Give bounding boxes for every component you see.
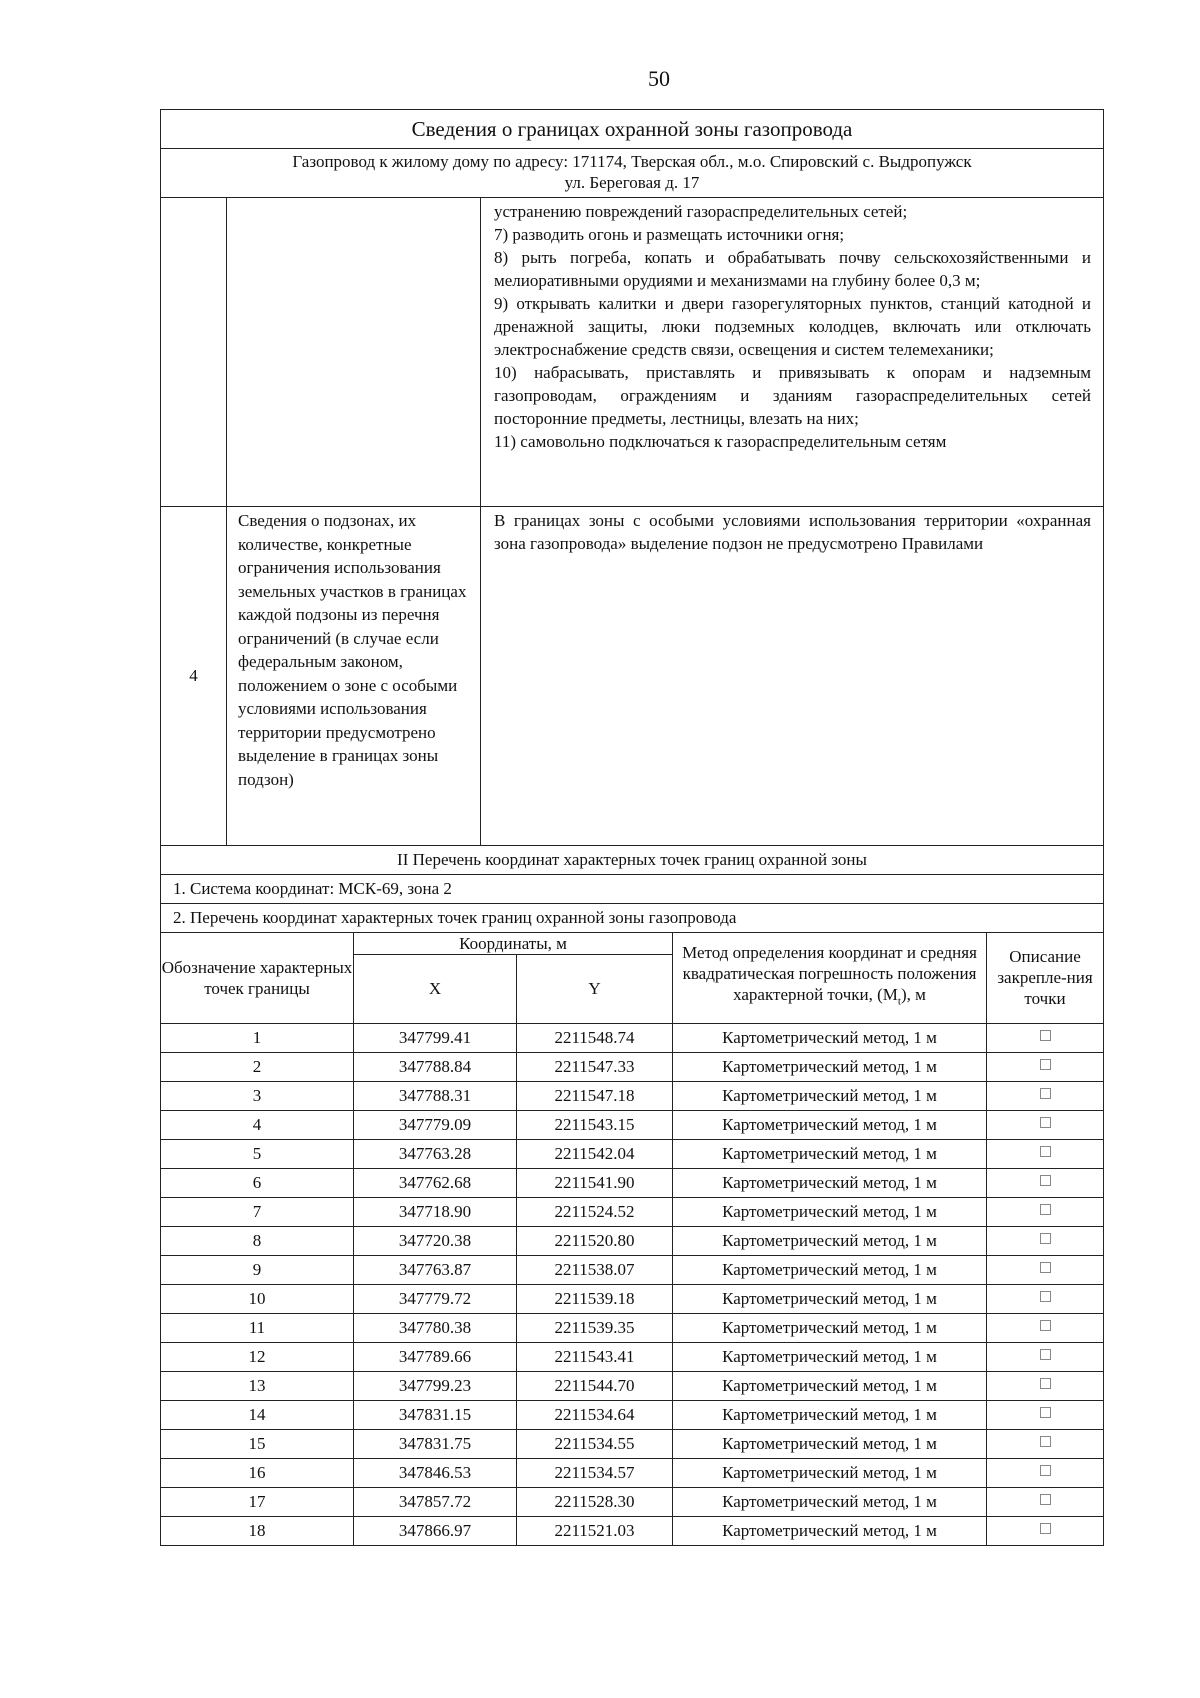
point-y: 2211544.70 <box>517 1371 673 1400</box>
header-method-sub: t <box>897 995 901 1008</box>
point-y: 2211548.74 <box>517 1023 673 1052</box>
coordinate-system: 1. Система координат: МСК-69, зона 2 <box>161 874 1104 903</box>
point-number: 9 <box>161 1255 354 1284</box>
point-y: 2211541.90 <box>517 1168 673 1197</box>
point-method: Картометрический метод, 1 м <box>673 1139 987 1168</box>
point-method: Картометрический метод, 1 м <box>673 1168 987 1197</box>
point-method: Картометрический метод, 1 м <box>673 1284 987 1313</box>
table-row <box>161 1284 1104 1313</box>
point-method: Картометрический метод, 1 м <box>673 1052 987 1081</box>
point-y: 2211538.07 <box>517 1255 673 1284</box>
point-number: 4 <box>161 1110 354 1139</box>
point-method: Картометрический метод, 1 м <box>673 1197 987 1226</box>
table-row <box>161 1342 1104 1371</box>
point-y: 2211534.55 <box>517 1429 673 1458</box>
point-number: 2 <box>161 1052 354 1081</box>
point-rows <box>161 1023 1104 1545</box>
point-x: 347718.90 <box>354 1197 517 1226</box>
point-y: 2211547.18 <box>517 1081 673 1110</box>
point-x: 347846.53 <box>354 1458 517 1487</box>
empty-label-cell <box>227 198 481 507</box>
point-number: 15 <box>161 1429 354 1458</box>
coordinates-table <box>160 845 1104 1546</box>
header-designation: Обозначение характерных точек границы <box>161 932 354 1023</box>
point-number: 11 <box>161 1313 354 1342</box>
point-method: Картометрический метод, 1 м <box>673 1081 987 1110</box>
zone-info-table <box>160 109 1104 846</box>
point-number: 10 <box>161 1284 354 1313</box>
point-method: Картометрический метод, 1 м <box>673 1255 987 1284</box>
document-frame <box>160 109 1104 1546</box>
point-x: 347799.41 <box>354 1023 517 1052</box>
point-method: Картометрический метод, 1 м <box>673 1429 987 1458</box>
header-y: Y <box>517 954 673 1023</box>
point-method: Картометрический метод, 1 м <box>673 1487 987 1516</box>
point-number: 5 <box>161 1139 354 1168</box>
point-description <box>987 1255 1104 1284</box>
table-row <box>161 1516 1104 1545</box>
header-description: Описание закрепле-ния точки <box>987 932 1104 1023</box>
empty-box-icon <box>1040 1204 1051 1215</box>
point-x: 347831.75 <box>354 1429 517 1458</box>
point-method: Картометрический метод, 1 м <box>673 1371 987 1400</box>
empty-box-icon <box>1040 1465 1051 1476</box>
empty-box-icon <box>1040 1233 1051 1244</box>
point-description <box>987 1168 1104 1197</box>
restriction-item: 10) набрасывать, приставлять и привязывать к опорам и надземным газопроводам, ограждениям и зданиям газораспределительных сетей посторонние предметы, лестницы, влезать на них; <box>494 363 1091 428</box>
point-method: Картометрический метод, 1 м <box>673 1110 987 1139</box>
point-method: Картометрический метод, 1 м <box>673 1458 987 1487</box>
address-line-1: Газопровод к жилому дому по адресу: 171174, Тверская обл., м.о. Спировский с. Выдропужск <box>292 152 972 171</box>
point-x: 347866.97 <box>354 1516 517 1545</box>
point-method: Картометрический метод, 1 м <box>673 1342 987 1371</box>
address-line-2: ул. Береговая д. 17 <box>564 173 700 192</box>
point-y: 2211547.33 <box>517 1052 673 1081</box>
empty-box-icon <box>1040 1146 1051 1157</box>
point-y: 2211539.18 <box>517 1284 673 1313</box>
point-description <box>987 1226 1104 1255</box>
item-label: Сведения о подзонах, их количестве, конкретные ограничения использования земельных участков в границах каждой подзоны из перечня ограничений (в случае если федеральным законом, положением о зоне с особыми условиями использования территории предусмотрено выделение в границах зоны подзон) <box>227 507 481 846</box>
point-y: 2211534.57 <box>517 1458 673 1487</box>
table-row <box>161 1081 1104 1110</box>
table-row <box>161 1139 1104 1168</box>
item-value: В границах зоны с особыми условиями использования территории «охранная зона газопровода» выделение подзон не предусмотрено Правилами <box>481 507 1104 846</box>
empty-box-icon <box>1040 1175 1051 1186</box>
table-row <box>161 1197 1104 1226</box>
point-description <box>987 1371 1104 1400</box>
point-description <box>987 1081 1104 1110</box>
point-y: 2211521.03 <box>517 1516 673 1545</box>
point-number: 16 <box>161 1458 354 1487</box>
point-description <box>987 1516 1104 1545</box>
table-row <box>161 1458 1104 1487</box>
point-number: 14 <box>161 1400 354 1429</box>
point-number: 6 <box>161 1168 354 1197</box>
table-row <box>161 1023 1104 1052</box>
point-description <box>987 1487 1104 1516</box>
point-number: 18 <box>161 1516 354 1545</box>
empty-box-icon <box>1040 1523 1051 1534</box>
point-x: 347780.38 <box>354 1313 517 1342</box>
item-number: 4 <box>161 507 227 846</box>
restrictions-list <box>481 198 1104 507</box>
empty-box-icon <box>1040 1117 1051 1128</box>
empty-box-icon <box>1040 1262 1051 1273</box>
point-number: 3 <box>161 1081 354 1110</box>
point-description <box>987 1052 1104 1081</box>
point-description <box>987 1284 1104 1313</box>
table-row <box>161 1313 1104 1342</box>
point-x: 347763.87 <box>354 1255 517 1284</box>
point-y: 2211524.52 <box>517 1197 673 1226</box>
restriction-item: 8) рыть погреба, копать и обрабатывать почву сельскохозяйственными и мелиоративными орудиями и механизмами на глубину более 0,3 м; <box>494 248 1091 290</box>
table-row <box>161 1429 1104 1458</box>
point-y: 2211543.41 <box>517 1342 673 1371</box>
point-description <box>987 1400 1104 1429</box>
point-description <box>987 1342 1104 1371</box>
point-number: 17 <box>161 1487 354 1516</box>
header-method-tail: ), м <box>900 985 926 1005</box>
empty-box-icon <box>1040 1407 1051 1418</box>
section-title: II Перечень координат характерных точек границ охранной зоны <box>161 845 1104 874</box>
page-number: 50 <box>648 66 670 91</box>
point-method: Картометрический метод, 1 м <box>673 1226 987 1255</box>
table-row <box>161 1110 1104 1139</box>
point-y: 2211539.35 <box>517 1313 673 1342</box>
point-method: Картометрический метод, 1 м <box>673 1313 987 1342</box>
point-description <box>987 1110 1104 1139</box>
header-method <box>673 932 987 1023</box>
point-method: Картометрический метод, 1 м <box>673 1400 987 1429</box>
point-x: 347857.72 <box>354 1487 517 1516</box>
empty-num-cell <box>161 198 227 507</box>
table-row <box>161 1255 1104 1284</box>
point-description <box>987 1458 1104 1487</box>
point-x: 347779.09 <box>354 1110 517 1139</box>
point-y: 2211534.64 <box>517 1400 673 1429</box>
point-x: 347799.23 <box>354 1371 517 1400</box>
point-number: 13 <box>161 1371 354 1400</box>
point-x: 347788.31 <box>354 1081 517 1110</box>
point-description <box>987 1313 1104 1342</box>
point-y: 2211520.80 <box>517 1226 673 1255</box>
restriction-item: устранению повреждений газораспределительных сетей; <box>494 202 908 221</box>
table-row <box>161 1226 1104 1255</box>
point-number: 12 <box>161 1342 354 1371</box>
point-description <box>987 1139 1104 1168</box>
table-row <box>161 1487 1104 1516</box>
header-method-text: Метод определения координат и средняя квадратическая погрешность положения характерной точки, (М <box>682 943 977 1005</box>
empty-box-icon <box>1040 1436 1051 1447</box>
point-description <box>987 1023 1104 1052</box>
point-description <box>987 1429 1104 1458</box>
point-y: 2211542.04 <box>517 1139 673 1168</box>
point-number: 8 <box>161 1226 354 1255</box>
point-method: Картометрический метод, 1 м <box>673 1516 987 1545</box>
empty-box-icon <box>1040 1320 1051 1331</box>
empty-box-icon <box>1040 1030 1051 1041</box>
table-row <box>161 1052 1104 1081</box>
point-x: 347831.15 <box>354 1400 517 1429</box>
table-row <box>161 1371 1104 1400</box>
point-method: Картометрический метод, 1 м <box>673 1023 987 1052</box>
point-number: 1 <box>161 1023 354 1052</box>
restriction-item: 7) разводить огонь и размещать источники огня; <box>494 225 845 244</box>
point-x: 347763.28 <box>354 1139 517 1168</box>
restriction-item: 11) самовольно подключаться к газораспределительным сетям <box>494 432 947 451</box>
list-title: 2. Перечень координат характерных точек границ охранной зоны газопровода <box>161 903 1104 932</box>
pipeline-address <box>161 149 1104 198</box>
restriction-item: 9) открывать калитки и двери газорегуляторных пунктов, станций катодной и дренажной защиты, люки подземных колодцев, включать или отключать электроснабжение средств связи, освещения и систем телемеханики; <box>494 294 1091 359</box>
empty-box-icon <box>1040 1494 1051 1505</box>
point-number: 7 <box>161 1197 354 1226</box>
document-title: Сведения о границах охранной зоны газопровода <box>161 110 1104 149</box>
point-x: 347762.68 <box>354 1168 517 1197</box>
empty-box-icon <box>1040 1088 1051 1099</box>
point-x: 347788.84 <box>354 1052 517 1081</box>
point-x: 347779.72 <box>354 1284 517 1313</box>
empty-box-icon <box>1040 1059 1051 1070</box>
header-x: X <box>354 954 517 1023</box>
empty-box-icon <box>1040 1378 1051 1389</box>
empty-box-icon <box>1040 1291 1051 1302</box>
table-row <box>161 1400 1104 1429</box>
point-x: 347789.66 <box>354 1342 517 1371</box>
point-y: 2211528.30 <box>517 1487 673 1516</box>
point-description <box>987 1197 1104 1226</box>
table-row <box>161 1168 1104 1197</box>
point-x: 347720.38 <box>354 1226 517 1255</box>
point-y: 2211543.15 <box>517 1110 673 1139</box>
empty-box-icon <box>1040 1349 1051 1360</box>
header-coordinates: Координаты, м <box>354 932 673 954</box>
